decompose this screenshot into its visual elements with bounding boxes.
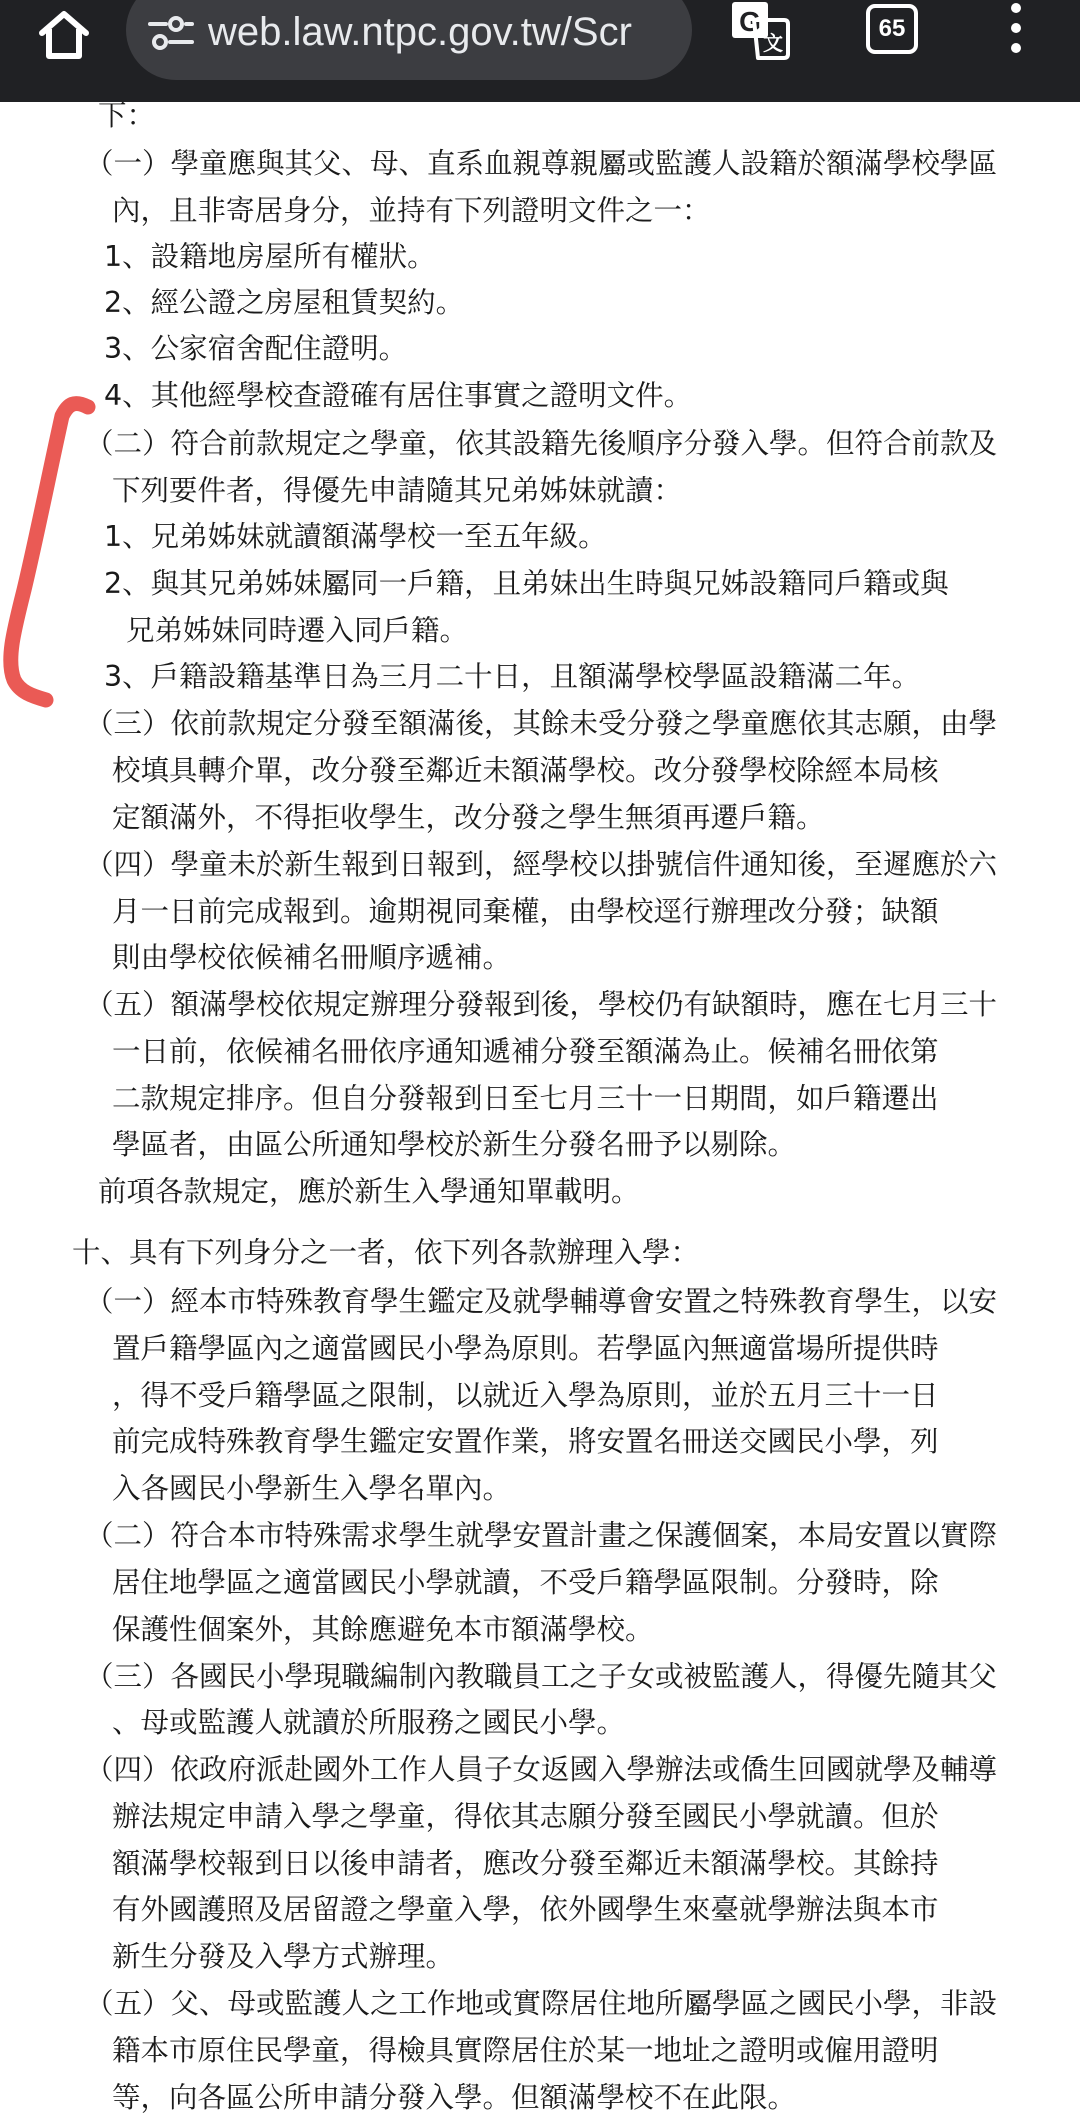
text-line: ，得不受戶籍學區之限制，以就近入學為原則，並於五月三十一日 [112,1379,939,1412]
text-line: 、母或監護人就讀於所服務之國民小學。 [112,1706,626,1739]
text-line: 校填具轉介單，改分發至鄰近未額滿學校。改分發學校除經本局核 [112,754,939,787]
svg-text:G: G [739,6,761,37]
text-line: 1、兄弟姊妹就讀額滿學校一至五年級。 [104,520,607,553]
text-line: 額滿學校報到日以後申請者，應改分發至鄰近未額滿學校。其餘持 [112,1847,939,1880]
text-line: 前完成特殊教育學生鑑定安置作業，將安置名冊送交國民小學，列 [112,1425,939,1458]
text-line: 辦法規定申請入學之學童，得依其志願分發至國民小學就讀。但於 [112,1800,939,1833]
text-line: （五）額滿學校依規定辦理分發報到後，學校仍有缺額時，應在七月三十 [85,988,998,1021]
tab-count: 65 [878,15,906,42]
text-line: 兄弟姊妹同時遷入同戶籍。 [126,614,469,647]
more-vert-icon [996,0,1036,58]
text-line: 下列要件者，得優先申請隨其兄弟姊妹就讀： [112,474,683,507]
text-line: （一）經本市特殊教育學生鑑定及就學輔導會安置之特殊教育學生，以安 [85,1285,998,1318]
text-line: 月一日前完成報到。逾期視同棄權，由學校逕行辦理改分發；缺額 [112,895,939,928]
svg-text:文: 文 [763,31,783,55]
text-line: 入各國民小學新生入學名單內。 [112,1472,512,1505]
text-line: （五）父、母或監護人之工作地或實際居住地所屬學區之國民小學，非設 [85,1987,998,2020]
home-button[interactable] [28,2,100,68]
text-line: （三）各國民小學現職編制內教職員工之子女或被監護人，得優先隨其父 [85,1660,998,1693]
address-bar[interactable] [126,0,692,80]
text-line: 內，且非寄居身分，並持有下列證明文件之一： [112,194,711,227]
text-line: 新生分發及入學方式辦理。 [112,1940,455,1973]
text-line: 居住地學區之適當國民小學就讀，不受戶籍學區限制。分發時，除 [112,1566,939,1599]
text-line: 一日前，依候補名冊依序通知遞補分發至額滿為止。候補名冊依第 [112,1035,939,1068]
text-line: 有外國護照及居留證之學童入學，依外國學生來臺就學辦法與本市 [112,1893,939,1926]
text-line: 前項各款規定，應於新生入學通知單載明。 [98,1175,640,1208]
text-line: （一）學童應與其父、母、直系血親尊親屬或監護人設籍於額滿學校學區 [85,147,998,180]
text-line: （二）符合本市特殊需求學生就學安置計畫之保護個案，本局安置以實際 [85,1519,998,1552]
document-body [0,102,1080,2119]
text-line: 保護性個案外，其餘應避免本市額滿學校。 [112,1613,654,1646]
text-line: 置戶籍學區內之適當國民小學為原則。若學區內無適當場所提供時 [112,1332,939,1365]
more-menu-button[interactable] [996,0,1036,58]
translate-icon [724,0,794,62]
text-line: 1、設籍地房屋所有權狀。 [104,240,436,273]
text-line: 籍本市原住民學童，得檢具實際居住於某一地址之證明或僱用證明 [112,2034,939,2067]
tune-icon[interactable] [146,8,196,58]
browser-toolbar [0,0,1080,102]
text-line: （三）依前款規定分發至額滿後，其餘未受分發之學童應依其志願，由學 [85,707,998,740]
text-line: 則由學校依候補名冊順序遞補。 [112,941,512,974]
text-line: 二款規定排序。但自分發報到日至七月三十一日期間，如戶籍遷出 [112,1082,939,1115]
text-line: 2、與其兄弟姊妹屬同一戶籍，且弟妹出生時與兄姊設籍同戶籍或與 [104,567,949,600]
text-line: 3、戶籍設籍基準日為三月二十日，且額滿學校學區設籍滿二年。 [104,660,921,693]
text-line: 下： [98,102,156,132]
home-icon [36,9,92,61]
text-line: 3、公家宿舍配住證明。 [104,332,408,365]
text-line: （四）學童未於新生報到日報到，經學校以掛號信件通知後，至遲應於六 [85,848,998,881]
tab-switcher-button[interactable] [866,4,918,54]
text-line: （四）依政府派赴國外工作人員子女返國入學辦法或僑生回國就學及輔導 [85,1753,998,1786]
text-line: 等，向各區公所申請分發入學。但額滿學校不在此限。 [112,2081,797,2114]
text-line: 定額滿外，不得拒收學生，改分發之學生無須再遷戶籍。 [112,801,825,834]
text-line: 學區者，由區公所通知學校於新生分發名冊予以剔除。 [112,1128,797,1161]
text-line: （二）符合前款規定之學童，依其設籍先後順序分發入學。但符合前款及 [85,427,998,460]
section-heading: 十、具有下列身分之一者，依下列各款辦理入學： [72,1236,700,1269]
text-line: 4、其他經學校查證確有居住事實之證明文件。 [104,379,693,412]
url-text[interactable]: web.law.ntpc.gov.tw/Scr [208,10,632,54]
text-line: 2、經公證之房屋租賃契約。 [104,286,465,319]
translate-button[interactable] [724,0,794,62]
